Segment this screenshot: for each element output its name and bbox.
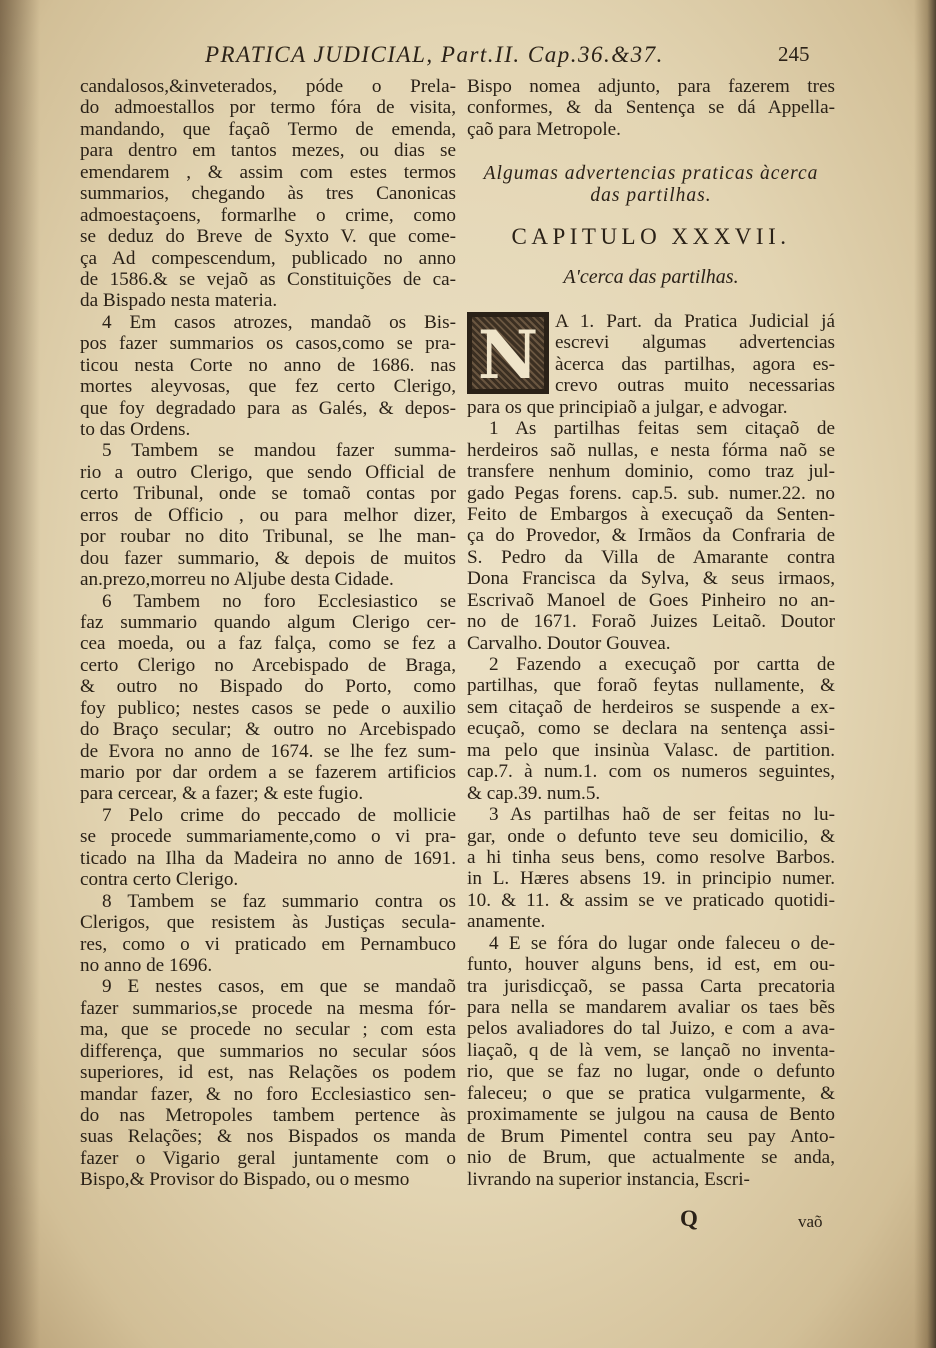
text-line: 4 Em casos atrozes, mandaõ os Bis- bbox=[102, 311, 456, 333]
text-line: 10. & 11. & assim se ve praticado quotidi- bbox=[467, 889, 835, 911]
text-line: res, como o vi praticado em Pernambuco bbox=[80, 933, 456, 955]
text-line: de 1586.& se vejaõ as Constituições de ca- bbox=[80, 268, 456, 290]
text-line: no de 1671. Foraõ Juizes Leitaõ. Doutor bbox=[467, 611, 835, 633]
page-gutter-shadow bbox=[0, 0, 40, 1348]
text-line: Clerigos, que resistem às Justiças secula- bbox=[80, 912, 456, 934]
page-number: 245 bbox=[778, 42, 810, 66]
text-line: proximamente se julgou na causa de Bento bbox=[467, 1104, 835, 1126]
text-line: an.prezo,morreu no Aljube desta Cidade. bbox=[80, 569, 394, 591]
text-line: mandando, que façaõ Termo de emenda, bbox=[80, 118, 456, 140]
text-line: mario por dar ordem a se fazerem artificios bbox=[80, 762, 456, 783]
text-line: herdeiros saõ nullas, e nesta fórma naõ se bbox=[467, 439, 835, 461]
right-column-body bbox=[467, 311, 835, 1190]
text-line: Carvalho. Doutor Gouvea. bbox=[467, 632, 671, 654]
section-title-line: das partilhas. bbox=[590, 185, 712, 206]
text-line: çaõ para Metropole. bbox=[467, 118, 621, 140]
text-line: sem citaçaõ de herdeiros se suspende a ex- bbox=[467, 696, 835, 718]
text-line: certo Tribunal, onde se tomaõ contas por bbox=[80, 483, 456, 505]
text-line: emendarem , & assim com estes termos bbox=[80, 161, 456, 183]
catchword: vaõ bbox=[798, 1212, 823, 1231]
text-line: livrando na superior instancia, Escri- bbox=[467, 1168, 750, 1190]
section-title-line: Algumas advertencias praticas àcerca bbox=[483, 163, 819, 184]
text-line: para os que principiaõ a julgar, e advogar. bbox=[467, 396, 788, 418]
text-line: pelos avaliadores do tal Juizo, e com a ava- bbox=[467, 1018, 835, 1040]
text-line: por roubar no dito Tribunal, se lhe man- bbox=[80, 526, 456, 548]
text-line: nio de Brum, que actualmente se anda, bbox=[467, 1147, 835, 1169]
drop-cap-letter: N bbox=[477, 316, 539, 394]
text-line: a hi tinha seus bens, como resolve Barbos. bbox=[467, 846, 835, 868]
text-line: escrevi algumas advertencias bbox=[555, 332, 835, 354]
text-line: candalosos,&inveterados, póde o Prela- bbox=[80, 76, 456, 97]
text-line: 7 Pelo crime do peccado de mollicie bbox=[102, 804, 456, 826]
text-line: ça do Provedor, & Irmãos da Confraria de bbox=[467, 525, 835, 547]
text-line: 9 E nestes casos, em que se mandaõ bbox=[102, 976, 456, 998]
text-line: & cap.39. num.5. bbox=[467, 782, 601, 804]
text-line: do admoestallos por termo fóra de visita, bbox=[80, 97, 456, 119]
text-line: A 1. Part. da Pratica Judicial já bbox=[555, 311, 835, 332]
text-line: àcerca das partilhas, agora es- bbox=[555, 353, 835, 375]
text-line: gado Pegas forens. cap.5. sub. numer.22. no bbox=[467, 482, 835, 504]
text-line: 6 Tambem no foro Ecclesiastico se bbox=[102, 590, 456, 612]
text-line: crevo outras muito necessarias bbox=[555, 375, 835, 397]
text-line: faleceu; o que se pratica vulgarmente, & bbox=[467, 1082, 835, 1104]
text-line: Dona Francisca da Sylva, & seus irmaos, bbox=[467, 568, 835, 590]
text-line: 3 As partilhas haõ de ser feitas no lu- bbox=[489, 804, 835, 826]
text-line: admoestaçoens, formarlhe o crime, como bbox=[80, 204, 456, 226]
text-line: superiores, id est, nas Relações os podem bbox=[80, 1062, 456, 1084]
text-line: para nella se mandarem avaliar os taes bẽs bbox=[467, 997, 835, 1018]
text-line: 4 E se fóra do lugar onde faleceu o de- bbox=[489, 932, 835, 954]
text-line: cap.7. à num.1. com os numeros seguintes, bbox=[467, 761, 835, 783]
text-line: foy publico; nestes casos se pede o auxilio bbox=[80, 697, 456, 719]
text-line: dou fazer summario, & depois de muitos bbox=[80, 547, 456, 569]
text-line: 2 Fazendo a execuçaõ por cartta de bbox=[489, 654, 835, 675]
text-line: se procede summariamente,como o vi pra- bbox=[80, 826, 456, 848]
text-line: liaçaõ, q de là vem, se lançaõ no inventa- bbox=[467, 1039, 835, 1061]
text-line: para dentro em tantos mezes, ou dias se bbox=[80, 140, 456, 162]
text-line: Bispo,& Provisor do Bispado, ou o mesmo bbox=[80, 1169, 410, 1191]
text-line: cea moeda, ou a faz falça, como se fez a bbox=[80, 633, 456, 655]
section-title bbox=[467, 163, 835, 207]
text-line: faz summario quando algum Clerigo cer- bbox=[80, 611, 456, 633]
text-line: differença, que summarios no secular sóos bbox=[80, 1040, 456, 1062]
text-line: no anno de 1696. bbox=[80, 954, 213, 976]
page-edge-shadow bbox=[914, 0, 936, 1348]
page-header bbox=[0, 40, 936, 70]
text-line: que foy degradado para as Galés, & depos- bbox=[80, 397, 456, 419]
text-line: ecuçaõ, como se declara na sentença assi- bbox=[467, 718, 835, 740]
text-line: certo Clerigo no Arcebispado de Braga, bbox=[80, 654, 456, 676]
text-line: ticado na Ilha da Madeira no anno de 1691. bbox=[80, 847, 456, 869]
text-line: summarios, chegando às tres Canonicas bbox=[80, 183, 456, 205]
text-line: fazer summarios,se procede na mesma fór- bbox=[80, 997, 456, 1019]
running-head: PRATICA JUDICIAL, Part.II. Cap.36.&37. bbox=[205, 42, 664, 67]
text-line: ma pelo que insinùa Valasc. de partition. bbox=[467, 739, 835, 761]
text-line: contra certo Clerigo. bbox=[80, 869, 239, 891]
text-line: do nas Metropoles tambem pertence às bbox=[80, 1105, 456, 1126]
right-column-top bbox=[467, 76, 835, 140]
text-line: do Braço secular; & outro no Arcebispado bbox=[80, 719, 456, 741]
chapter-title: CAPITULO XXXVII. bbox=[511, 224, 791, 249]
text-line: Feito de Embargos à execuçaõ da Senten- bbox=[467, 503, 835, 525]
text-line: 5 Tambem se mandou fazer summa- bbox=[102, 440, 456, 462]
text-line: mandar fazer, & no foro Ecclesiastico sen- bbox=[80, 1083, 456, 1105]
text-line: anamente. bbox=[467, 911, 546, 933]
text-line: 8 Tambem se faz summario contra os bbox=[102, 890, 456, 912]
text-line: Bispo nomea adjunto, para fazerem tres bbox=[467, 76, 835, 97]
text-line: ticou nesta Corte no anno de 1686. nas bbox=[80, 354, 456, 376]
text-line: fazer o Vigario geral juntamente com o bbox=[80, 1147, 456, 1169]
text-line: rio a outro Clerigo, que sendo Official de bbox=[80, 461, 456, 483]
text-line: gar, onde o defunto teve seu domicilio, & bbox=[467, 825, 835, 847]
signature-mark: Q bbox=[680, 1206, 698, 1231]
text-line: da Bispado nesta materia. bbox=[80, 290, 278, 312]
text-line: de Brum Pimentel contra seu pay Anto- bbox=[467, 1125, 835, 1147]
text-line: rio, que se faz no lugar, onde o defunto bbox=[467, 1061, 835, 1083]
text-line: & outro no Bispado do Porto, como bbox=[80, 676, 456, 698]
left-column bbox=[80, 76, 456, 1191]
text-line: conformes, & da Sentença se dá Appella- bbox=[467, 97, 835, 119]
text-line: se deduz do Breve de Syxto V. que come- bbox=[80, 226, 456, 248]
text-line: 1 As partilhas feitas sem citaçaõ de bbox=[489, 418, 835, 440]
text-line: mortes aleyvosas, que fez certo Clerigo, bbox=[80, 376, 456, 398]
text-line: in L. Hæres absens 19. in principio numer. bbox=[467, 868, 835, 890]
text-line: de Evora no anno de 1674. se lhe fez sum- bbox=[80, 740, 456, 762]
text-line: tra jurisdicçaõ, se passa Carta precatoria bbox=[467, 975, 835, 997]
text-line: suas Relações; & nos Bispados os manda bbox=[80, 1126, 456, 1148]
text-line: ça Ad compescendum, publicado no anno bbox=[80, 247, 456, 269]
text-line: partilhas, que foraõ feytas nullamente, & bbox=[467, 675, 835, 697]
text-line: to das Ordens. bbox=[80, 419, 191, 440]
text-line: erros de Officio , ou para melhor dizer, bbox=[80, 504, 456, 526]
text-line: S. Pedro da Villa de Amarante contra bbox=[467, 546, 835, 568]
text-line: transfere nenhum dominio, como traz jul- bbox=[467, 461, 835, 483]
text-line: para cercear, & a fazer; & este fugio. bbox=[80, 783, 364, 805]
chapter-subtitle: A'cerca das partilhas. bbox=[563, 266, 739, 288]
text-line: Escrivaõ Manoel de Goes Pinheiro no an- bbox=[467, 589, 835, 611]
text-line: pos fazer summarios os casos,como se pra- bbox=[80, 333, 456, 355]
text-line: funto, houver alguns bens, id est, em ou- bbox=[467, 954, 835, 976]
text-line: ma, que se procede no secular ; com esta bbox=[80, 1019, 456, 1041]
